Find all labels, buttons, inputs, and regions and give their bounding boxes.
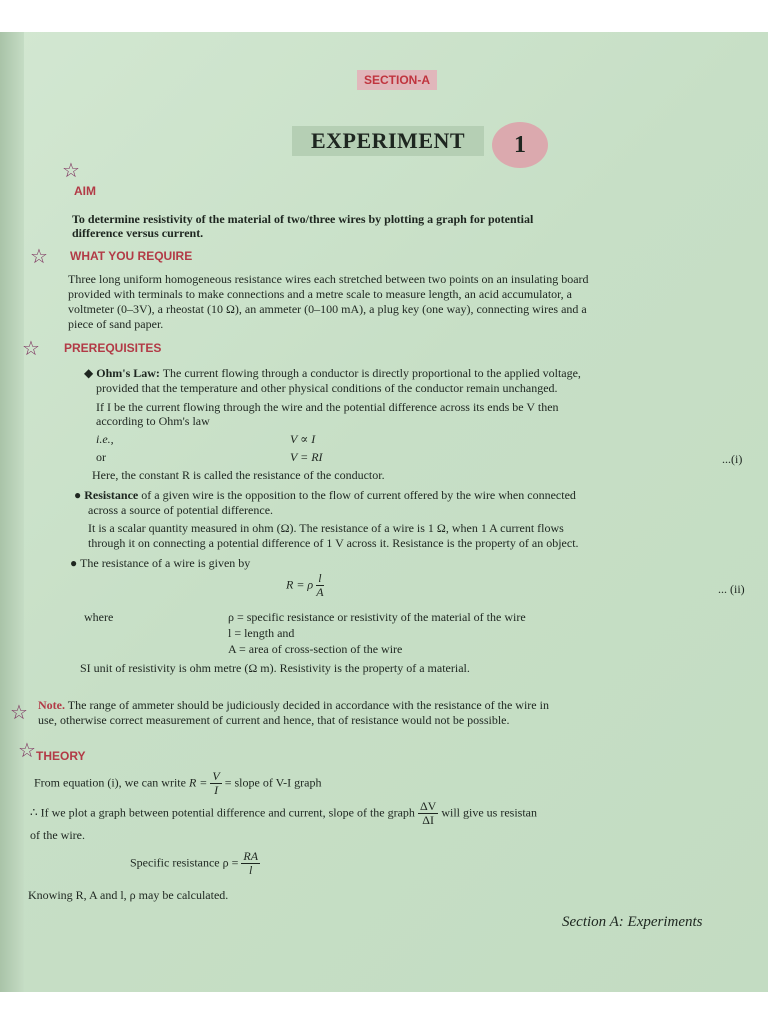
fraction-dv-over-di: [418, 800, 438, 827]
si-unit-text: SI unit of resistivity is ohm metre (Ω m). Resistivity is the property of a material.: [80, 661, 470, 675]
star-icon: ☆: [62, 160, 80, 182]
fraction-denominator: I: [214, 783, 219, 797]
experiment-number: 1: [492, 122, 548, 168]
fraction-l-over-a: [316, 572, 323, 599]
prereq-heading: PREREQUISITES: [64, 341, 162, 355]
require-heading: WHAT YOU REQUIRE: [70, 249, 193, 263]
bullet-icon: ●: [70, 556, 81, 570]
resistance-paragraph: [74, 488, 576, 503]
theory-eq-pre: From equation (i), we can write: [34, 775, 186, 790]
scalar-line-2: through it on connecting a potential difference of 1 V across it. Resistance is the property of an object.: [88, 536, 579, 550]
fraction-numerator: V: [212, 769, 220, 783]
document-page: [0, 32, 768, 992]
bullet-icon: ●: [74, 488, 85, 502]
specific-resistance-pre: Specific resistance ρ =: [130, 855, 239, 870]
equation-number-1: ...(i): [722, 452, 743, 466]
fraction-ra-over-l: [241, 850, 260, 877]
note-line-2: use, otherwise correct measurement of current and hence, that of resistance would not be possible.: [38, 713, 510, 727]
specific-resistance-line: [130, 850, 260, 877]
resistance-line-1: of a given wire is the opposition to the flow of current offered by the wire when connected: [141, 488, 576, 502]
equation-proportional: V ∝ I: [290, 432, 316, 446]
fraction-numerator: RA: [243, 849, 259, 863]
theory-plot-pre: ∴ If we plot a graph between potential difference and current, slope of the graph: [30, 805, 415, 820]
fraction-denominator: A: [316, 585, 324, 599]
page-binding: [0, 32, 24, 992]
resistance-formula-intro: [70, 556, 250, 571]
note-label: Note.: [38, 698, 65, 712]
fraction-numerator: ΔV: [419, 799, 437, 813]
theory-heading: THEORY: [36, 749, 86, 763]
knowing-text: Knowing R, A and l, ρ may be calculated.: [28, 888, 229, 902]
aim-heading: AIM: [74, 184, 96, 198]
or-label: or: [96, 450, 106, 464]
equation-number-2: ... (ii): [718, 582, 745, 596]
definition-length: l = length and: [228, 626, 295, 640]
resistance-formula-text: The resistance of a wire is given by: [80, 556, 251, 570]
require-line-2: provided with terminals to make connections and a metre scale to measure length, an acid accumulator, a: [68, 287, 572, 301]
where-label: where: [84, 610, 114, 624]
resistance-constant-text: Here, the constant R is called the resistance of the conductor.: [92, 468, 385, 482]
star-icon: ☆: [30, 246, 48, 268]
theory-plot-post: will give us resistan: [441, 805, 537, 820]
theory-plot-line: [30, 800, 537, 827]
experiment-title: EXPERIMENT: [292, 126, 484, 156]
ie-label: i.e.,: [96, 432, 114, 446]
fraction-denominator: l: [249, 863, 253, 877]
resistance-title: Resistance: [84, 488, 139, 502]
ohm-line-3: If I be the current flowing through the wire and the potential difference across its ends be V then: [96, 400, 559, 414]
page-footer: Section A: Experiments: [562, 914, 703, 930]
definition-rho: ρ = specific resistance or resistivity of the material of the wire: [228, 610, 526, 624]
section-label: SECTION-A: [357, 70, 437, 90]
theory-eq-lhs: R =: [188, 775, 208, 790]
resistance-formula: [286, 572, 324, 599]
note-line-1: The range of ammeter should be judiciously decided in accordance with the resistance of the wire in: [67, 698, 549, 712]
aim-line-1: To determine resistivity of the material of two/three wires by plotting a graph for potential: [72, 212, 534, 226]
ohm-line-4: according to Ohm's law: [96, 414, 210, 428]
resistance-line-2: across a source of potential difference.: [88, 503, 274, 517]
ohm-line-2: provided that the temperature and other physical conditions of the conductor remain unchanged.: [96, 381, 558, 395]
ohm-title: Ohm's Law:: [96, 366, 160, 380]
star-icon: ☆: [10, 702, 28, 724]
fraction-numerator: l: [318, 571, 322, 585]
require-line-3: voltmeter (0–3V), a rheostat (10 Ω), an ammeter (0–100 mA), a plug key (one way), connecting wires and a: [68, 302, 587, 316]
bullet-icon: ◆: [84, 366, 97, 380]
ohm-line-1: The current flowing through a conductor is directly proportional to the applied voltage,: [162, 366, 581, 380]
equation-ohm: V = RI: [290, 450, 323, 464]
theory-eq-post: = slope of V-I graph: [224, 775, 322, 790]
star-icon: ☆: [22, 338, 40, 360]
star-icon: ☆: [18, 740, 36, 762]
fraction-denominator: ΔI: [422, 813, 434, 827]
fraction-v-over-i: [210, 770, 221, 797]
theory-equation-line: [34, 770, 322, 797]
formula-lhs: R = ρ: [286, 577, 314, 592]
ohm-paragraph: [84, 366, 581, 381]
note-line-1-container: [38, 698, 549, 713]
definition-area: A = area of cross-section of the wire: [228, 642, 403, 656]
require-line-4: piece of sand paper.: [68, 317, 164, 331]
aim-line-2: difference versus current.: [72, 226, 204, 240]
theory-of-wire: of the wire.: [30, 828, 85, 842]
require-line-1: Three long uniform homogeneous resistance wires each stretched between two points on an insulating board: [68, 272, 589, 286]
scalar-line-1: It is a scalar quantity measured in ohm (Ω). The resistance of a wire is 1 Ω, when 1 A current flows: [88, 521, 564, 535]
